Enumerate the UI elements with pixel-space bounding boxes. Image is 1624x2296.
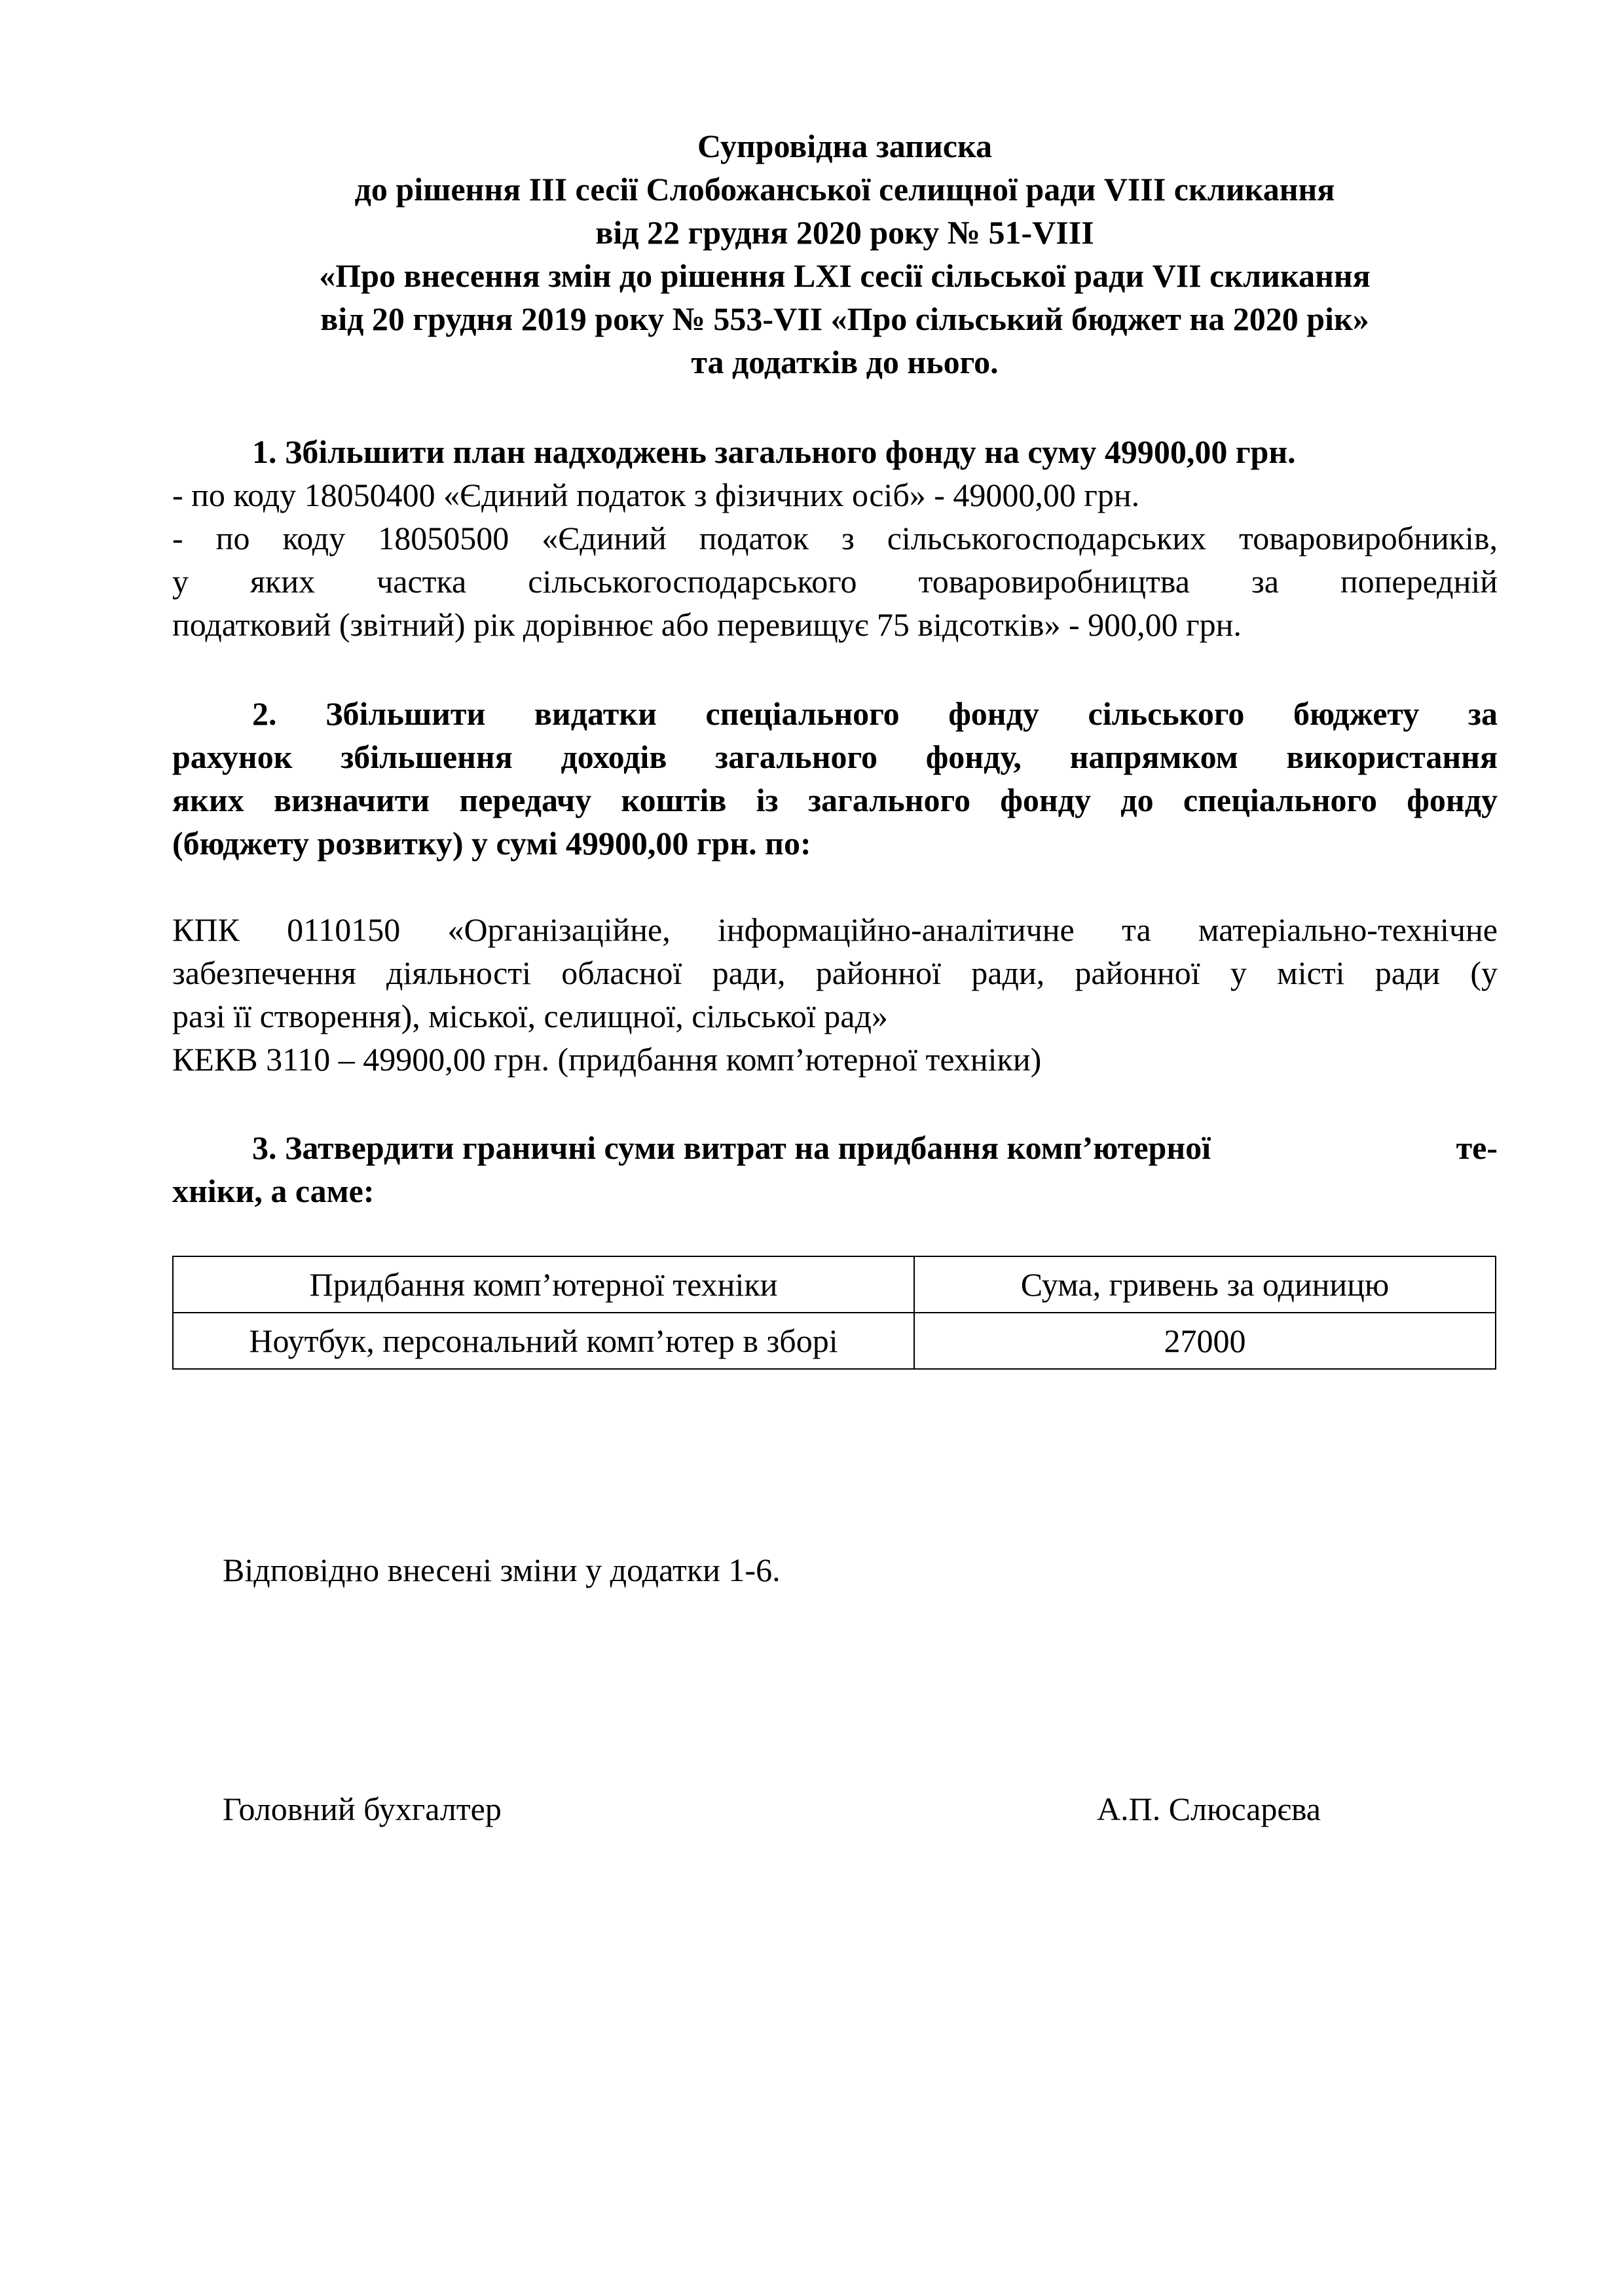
limits-table-wrap <box>172 1256 1496 1370</box>
title-line-2: до рішення ІІІ сесії Слобожанської селищної ради VIII скликання <box>354 171 1335 208</box>
kpk-line-2: забезпечення діяльності обласної ради, районної ради, районної у місті ради (у <box>172 955 1498 991</box>
section-3-line-1-hyphen: те- <box>1456 1129 1498 1166</box>
title-line-4: «Про внесення змін до рішення LXI сесії сільської ради VII скликання <box>319 257 1371 294</box>
section-2-line-3: яких визначити передачу коштів із загального фонду до спеціального фонду <box>172 782 1498 818</box>
kpk-line-3: разі її створення), міської, селищної, сільської рад» <box>172 998 888 1034</box>
section-3-line-1 <box>172 1126 1498 1169</box>
section-1-item-2-line-2: у яких частка сільськогосподарського товаровиробництва за попередній <box>172 563 1498 600</box>
section-1-item-1: - по коду 18050400 «Єдиний податок з фізичних осіб» - 49000,00 грн. <box>172 477 1140 513</box>
signature-name: А.П. Слюсарєва <box>1097 1791 1321 1827</box>
section-2-line-4: (бюджету розвитку) у сумі 49900,00 грн. по: <box>172 825 811 862</box>
kpk-block <box>172 908 1498 1081</box>
title-line-5: від 20 грудня 2019 року № 553-VII «Про сільський бюджет на 2020 рік» <box>320 301 1369 337</box>
title-line-1: Супровідна записка <box>697 128 993 164</box>
table-cell-item: Ноутбук, персональний комп’ютер в зборі <box>173 1313 914 1369</box>
title-line-3: від 22 грудня 2020 року № 51-VIII <box>595 214 1094 251</box>
signature-position: Головний бухгалтер <box>223 1791 502 1827</box>
appendix-note: Відповідно внесені зміни у додатки 1-6. <box>223 1552 781 1588</box>
section-1-item-2-line-1: - по коду 18050500 «Єдиний податок з сільськогосподарських товаровиробників, <box>172 520 1498 556</box>
section-3-line-2: хніки, а саме: <box>172 1173 375 1209</box>
section-1-heading: 1. Збільшити план надходжень загального фонду на суму 49900,00 грн. <box>252 433 1296 470</box>
section-1-item-2-line-3: податковий (звітний) рік дорівнює або перевищує 75 відсотків» - 900,00 грн. <box>172 606 1242 643</box>
section-2-line-1: 2. Збільшити видатки спеціального фонду сільського бюджету за <box>252 695 1498 732</box>
table-header-item: Придбання комп’ютерної техніки <box>173 1256 914 1313</box>
table-header-amount: Сума, гривень за одиницю <box>914 1256 1496 1313</box>
kekv-line: КЕКВ 3110 – 49900,00 грн. (придбання комп’ютерної техніки) <box>172 1041 1042 1078</box>
table-cell-amount: 27000 <box>914 1313 1496 1369</box>
section-3 <box>172 1126 1498 1212</box>
section-2 <box>172 692 1498 865</box>
section-2-line-2: рахунок збільшення доходів загального фонду, напрямком використання <box>172 738 1498 775</box>
title-line-6: та додатків до нього. <box>691 344 999 380</box>
document-title <box>131 124 1559 384</box>
table-header-row <box>173 1256 1496 1313</box>
limits-table <box>172 1256 1496 1370</box>
section-3-line-1-text: 3. Затвердити граничні суми витрат на придбання комп’ютерної <box>252 1129 1211 1166</box>
section-1 <box>172 430 1498 646</box>
kpk-line-1: КПК 0110150 «Організаційне, інформаційно-аналітичне та матеріально-технічне <box>172 911 1498 948</box>
table-row <box>173 1313 1496 1369</box>
